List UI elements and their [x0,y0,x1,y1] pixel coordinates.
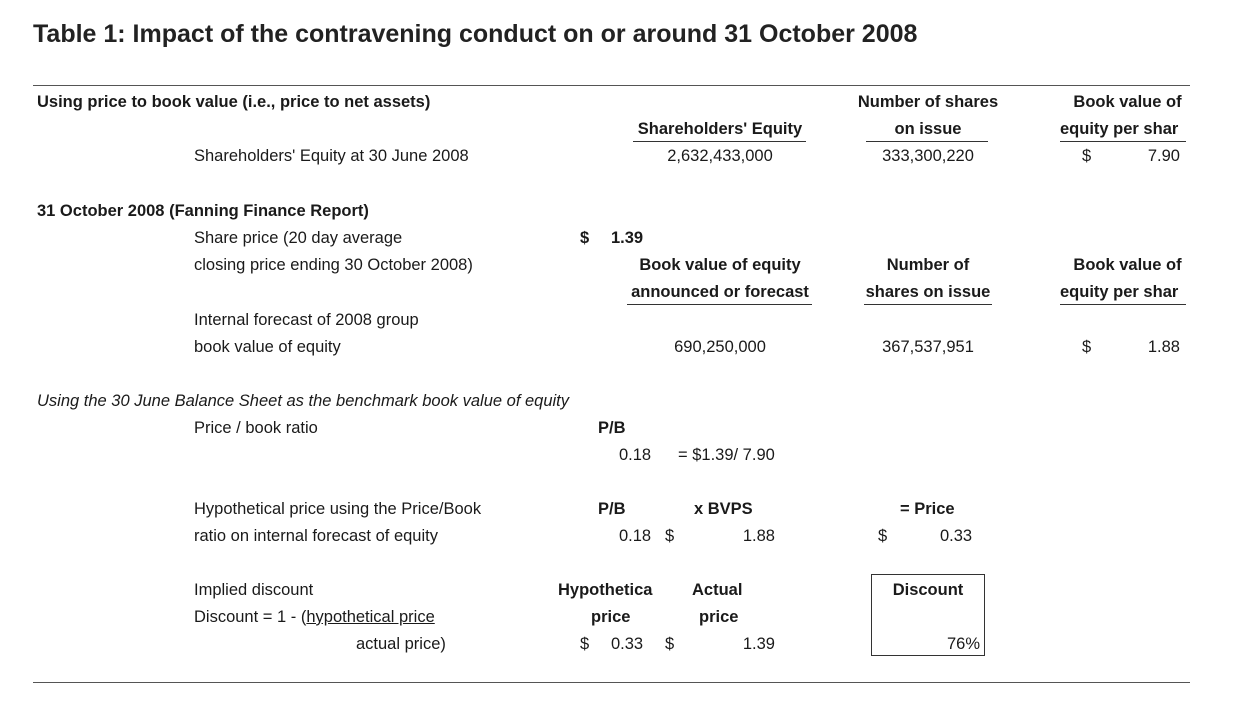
actual-price-col-header-line1: Actual [692,581,743,599]
hyp-price-value: 0.33 [940,527,973,545]
hyp-price-header: = Price [900,500,955,518]
col-header-bvps-line2: equity per shar [1060,283,1179,301]
top-rule [33,85,1190,86]
col-header-num-shares-line1: Number of [886,256,970,274]
table-title: Table 1: Impact of the contravening conduct on or around 31 October 2008 [33,20,918,48]
pb-ratio-label: Price / book ratio [194,419,318,437]
bvps-value: 7.90 [1147,147,1180,165]
actual-price-val-currency: $ [665,635,675,653]
hypothetical-label-line1: Hypothetical price using the Price/Book [194,500,482,518]
discount-formula-numerator: hypothetical price [306,608,435,626]
actual-price-col-header-line2: price [699,608,739,626]
hyp-price-col-header-line2: price [591,608,631,626]
hyp-pb-header: P/B [598,500,626,518]
col-header-equity: Shareholders' Equity [637,120,803,138]
share-price-label-line2: closing price ending 30 October 2008) [194,256,473,274]
hyp-pb-value: 0.18 [619,527,652,545]
col-header-num-shares-line2: shares on issue [865,283,991,301]
bv-equity-header-underline [627,304,812,305]
share-price-currency: $ [580,229,590,247]
col-header-bv-equity-line1: Book value of equity [639,256,801,274]
actual-price-val: 1.39 [742,635,775,653]
forecast-shares-value: 367,537,951 [882,338,974,356]
discount-formula-line2: actual price) [356,635,446,653]
col-header-bvps-line1: Book value of [1073,256,1182,274]
discount-value: 76% [946,635,980,653]
bottom-rule [33,682,1190,683]
forecast-bvps-currency: $ [1082,338,1092,356]
implied-discount-label: Implied discount [194,581,314,599]
col-header-bv-equity-line2: announced or forecast [631,283,809,301]
hyp-price-val: 0.33 [611,635,644,653]
forecast-label-line1: Internal forecast of 2008 group [194,311,419,329]
discount-formula-line1 [194,607,435,627]
bvps-header-underline-2 [1060,304,1186,305]
equity-row-label: Shareholders' Equity at 30 June 2008 [194,147,469,165]
forecast-label-line2: book value of equity [194,338,341,356]
equity-value: 2,632,433,000 [667,147,773,165]
shares-value: 333,300,220 [882,147,974,165]
hyp-price-val-currency: $ [580,635,590,653]
hyp-price-currency: $ [878,527,888,545]
pb-formula: = $1.39/ 7.90 [678,446,775,464]
hyp-bvps-value: 1.88 [742,527,775,545]
hyp-bvps-currency: $ [665,527,675,545]
col-header-bv-line2: equity per shar [1060,120,1179,138]
shares-header-underline [866,141,988,142]
discount-formula-prefix: Discount = 1 - ( [194,608,307,626]
equity-header-underline [633,141,806,142]
col-header-shares-line1: Number of shares [857,93,999,111]
pb-value: 0.18 [619,446,652,464]
share-price-label-line1: Share price (20 day average [194,229,403,247]
discount-header: Discount [892,581,964,599]
num-shares-header-underline [864,304,992,305]
bv-header-underline [1060,141,1186,142]
section2-heading: 31 October 2008 (Fanning Finance Report) [37,202,369,220]
section1-heading: Using price to book value (i.e., price to net assets) [37,93,431,111]
forecast-equity-value: 690,250,000 [674,338,766,356]
forecast-bvps-value: 1.88 [1147,338,1180,356]
hyp-bvps-header: x BVPS [694,500,753,518]
pb-header: P/B [598,419,626,437]
bvps-currency: $ [1082,147,1092,165]
hypothetical-label-line2: ratio on internal forecast of equity [194,527,438,545]
col-header-shares-line2: on issue [894,120,962,138]
section3-heading: Using the 30 June Balance Sheet as the benchmark book value of equity [37,392,570,410]
hyp-price-col-header-line1: Hypothetica [558,581,653,599]
share-price-value: 1.39 [611,229,644,247]
col-header-bv-line1: Book value of [1073,93,1182,111]
